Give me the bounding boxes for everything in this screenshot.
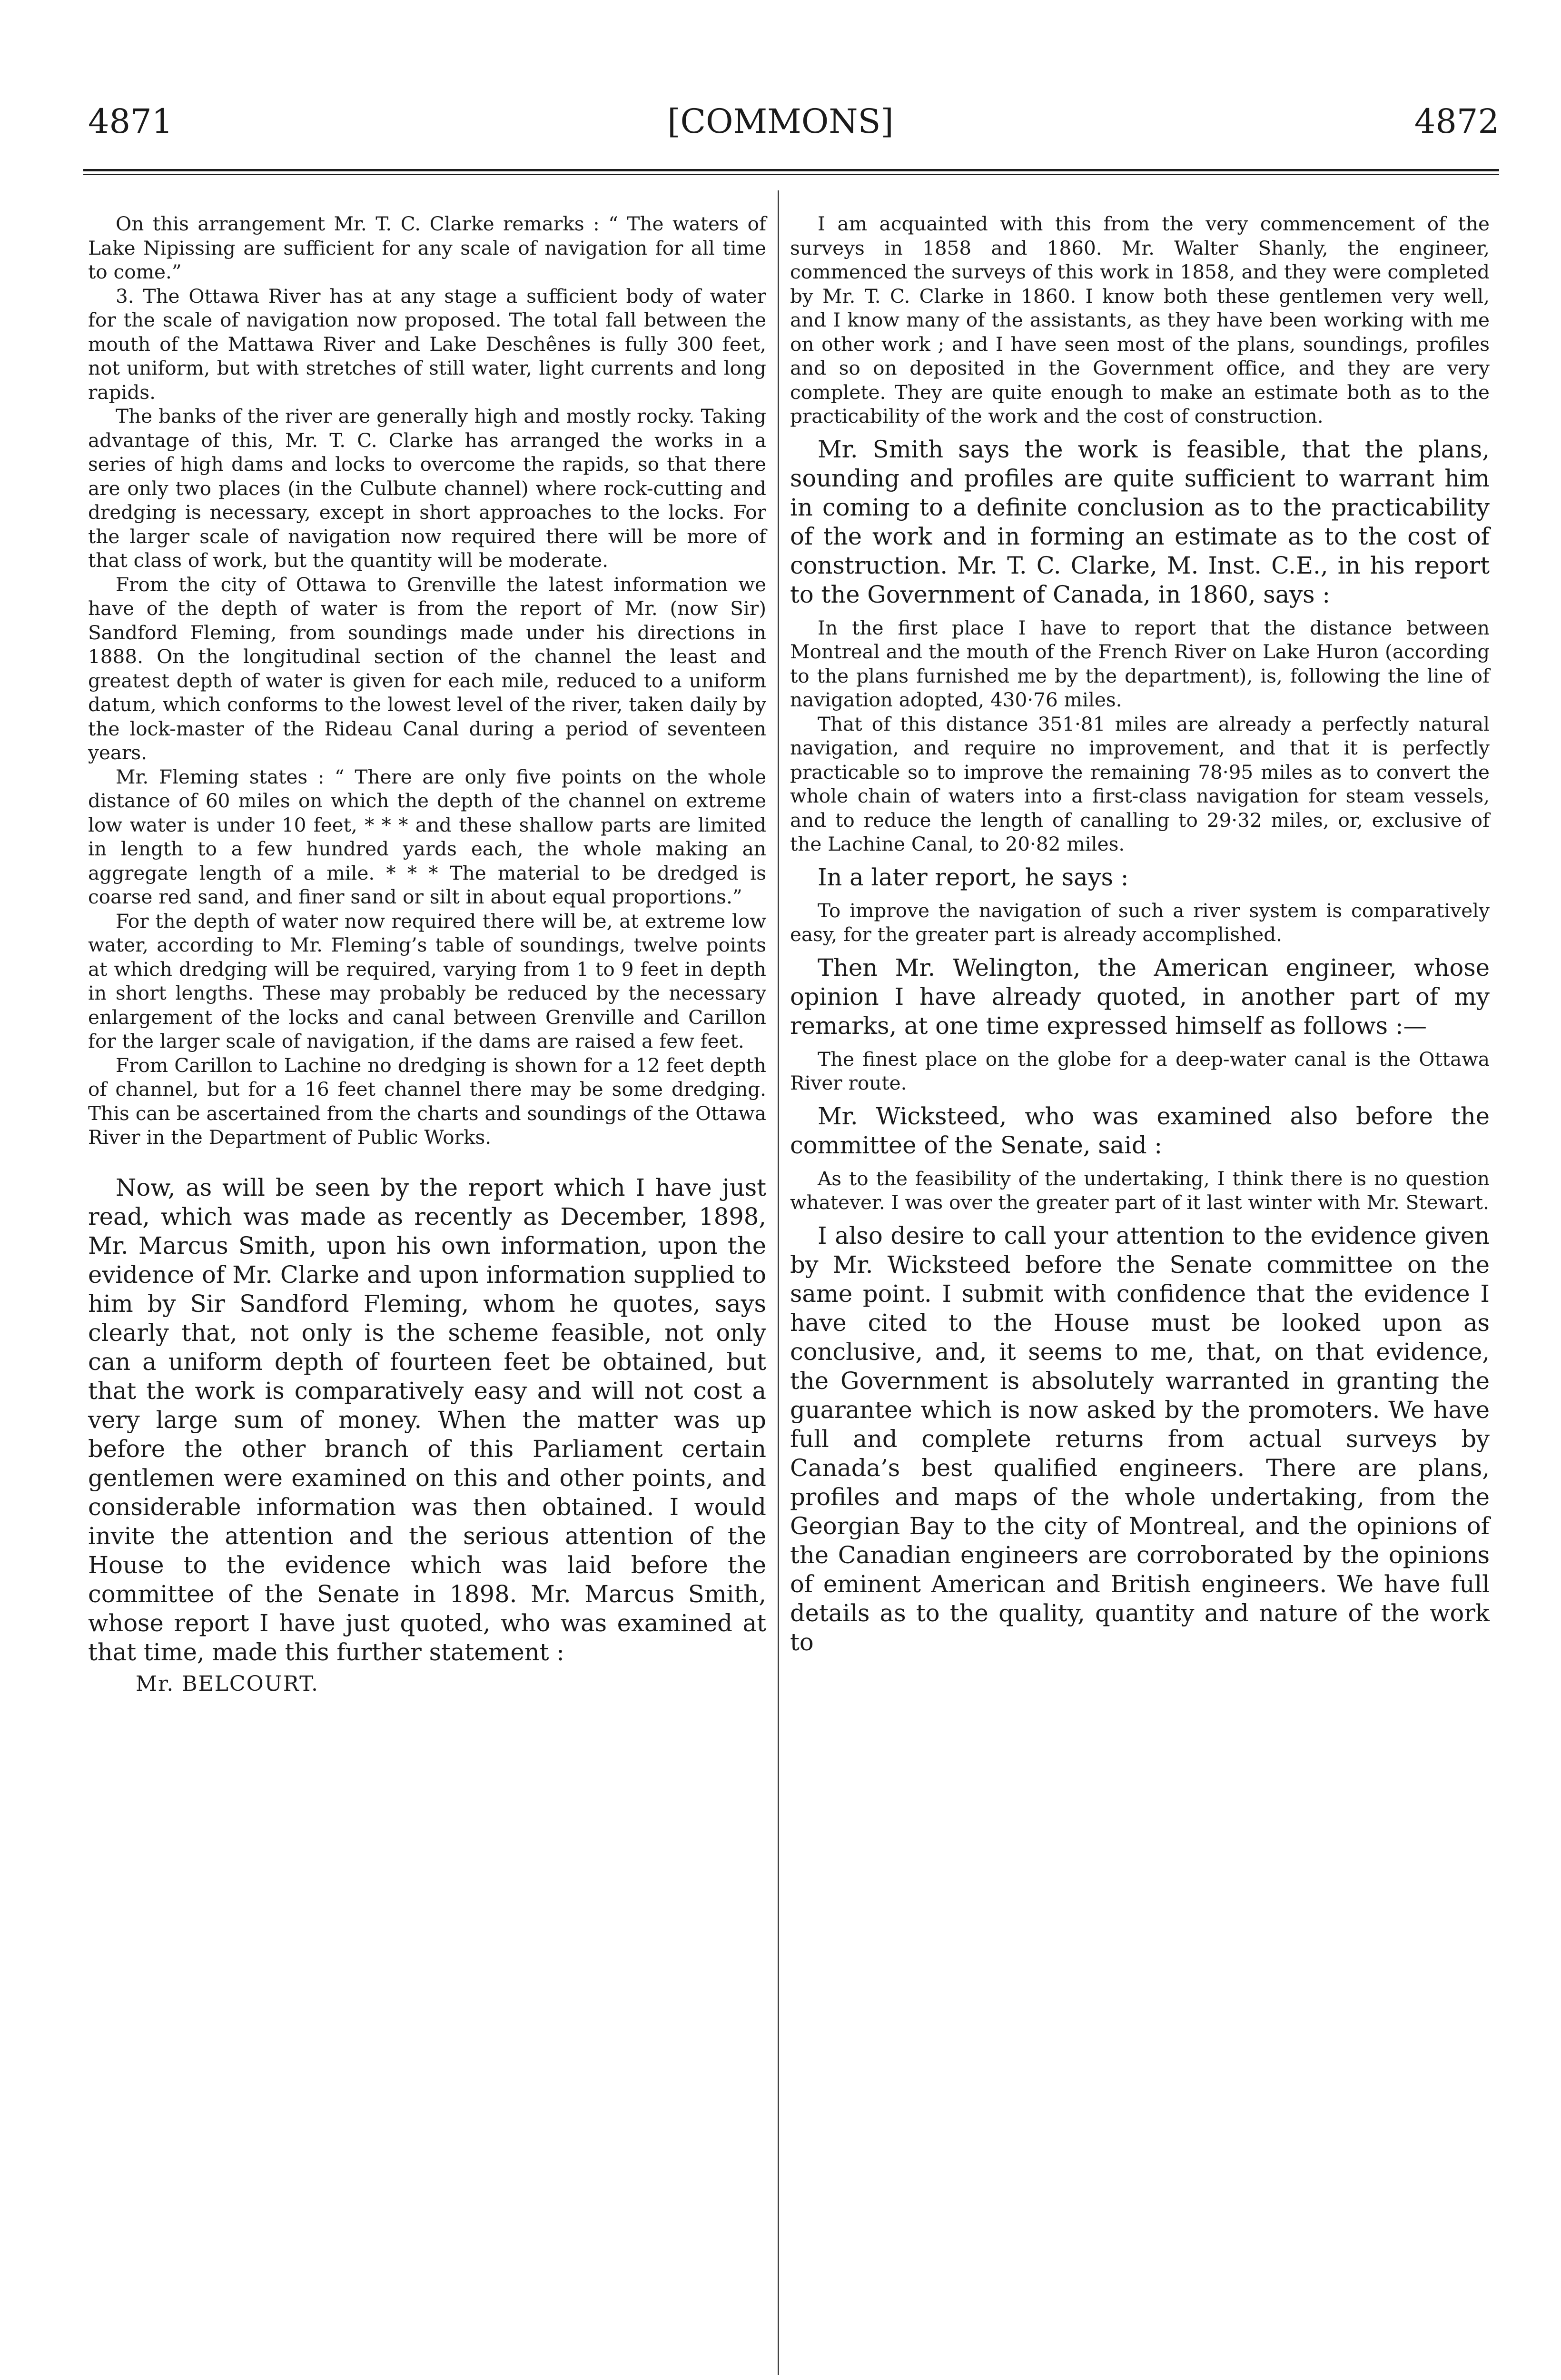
paragraph: From Carillon to Lachine no dredging is shown for a 12 feet depth of channel, but for a 16 feet channel there may be some dredging. This can be ascertained from the charts and soundings of the Ottawa River in the Department of Public Works.: [88, 1053, 766, 1149]
quotation: To improve the navigation of such a river system is comparatively easy, for the greater part is already accomplished.: [790, 899, 1490, 946]
left-column: [88, 212, 766, 1698]
paragraph: 3. The Ottawa River has at any stage a sufficient body of water for the scale of navigation now proposed. The total fall between the mouth of the Mattawa River and Lake Deschênes is fully 300 feet, not uniform, but with stretches of still water, light currents and long rapids.: [88, 284, 766, 404]
quotation: The finest place on the globe for a deep-water canal is the Ottawa River route.: [790, 1047, 1490, 1094]
page-number-right: 4872: [1414, 102, 1499, 141]
header-rule-thick: [83, 169, 1499, 171]
page-header: [0, 86, 1561, 157]
paragraph: In a later report, he says :: [818, 863, 1129, 891]
paragraph: The banks of the river are generally high and mostly rocky. Taking advantage of this, Mr. T. C. Clarke has arranged the works in a series of high dams and locks to overcome the rapids, so that there are only two places (in the Culbute channel) where rock-cutting and dredging is necessary, except in short approaches to the locks. For the larger scale of navigation now required there will be more of that class of work, but the quantity will be moderate.: [88, 405, 766, 572]
quotation: As to the feasibility of the undertaking, I think there is no question whatever. I was over the greater part of it last winter with Mr. Stewart.: [790, 1167, 1490, 1214]
paragraph: Mr. Wicksteed, who was examined also before the committee of the Senate, said :: [790, 1102, 1490, 1159]
speaker-name: Mr. BELCOURT.: [136, 1671, 319, 1696]
quotation: In the first place I have to report that the distance between Montreal and the mouth of the French River on Lake Huron (according to the plans furnished me by the department), is, following the line of navigation adopted, 430·76 miles.: [790, 616, 1490, 711]
quotation: I am acquainted with this from the very commencement of the surveys in 1858 and 1860. Mr. Walter Shanly, the engineer, commenced the surveys of this work in 1858, and they were completed by Mr. T. C. Clarke in 1860. I know both these gentlemen very well, and I know many of the assistants, as they have been working with me on other work ; and I have seen most of the plans, soundings, profiles and so on deposited in the Government office, and they are very complete. They are quite enough to make an estimate both as to the practicability of the work and the cost of construction.: [790, 212, 1490, 427]
paragraph: Mr. Fleming states : “ There are only five points on the whole distance of 60 miles on which the depth of the channel on extreme low water is under 10 feet, * * * and these shallow parts are limited in length to a few hundred yards each, the whole making an aggregate length of a mile. * * * The material to be dredged is coarse red sand, and finer sand or silt in about equal proportions.”: [88, 765, 766, 908]
running-title: [COMMONS]: [667, 102, 894, 141]
paragraph: On this arrangement Mr. T. C. Clarke remarks : “ The waters of Lake Nipissing are sufficient for any scale of navigation for all time to come.”: [88, 212, 766, 283]
paragraph: For the depth of water now required there will be, at extreme low water, according to Mr. Fleming’s table of soundings, twelve points at which dredging will be required, varying from 1 to 9 feet in depth in short lengths. These may probably be reduced by the necessary enlargement of the locks and canal between Grenville and Carillon for the larger scale of navigation, if the dams are raised a few feet.: [88, 909, 766, 1052]
header-rule-thin: [83, 174, 1499, 175]
right-column: [790, 212, 1490, 1657]
page-number-left: 4871: [88, 102, 173, 141]
quotation: That of this distance 351·81 miles are already a perfectly natural navigation, and require no improvement, and that it is perfectly practicable so to improve the remaining 78·95 miles as to convert the whole chain of waters into a first-class navigation for steam vessels, and to reduce the length of canalling to 29·32 miles, or, exclusive of the Lachine Canal, to 20·82 miles.: [790, 712, 1490, 855]
paragraph: I also desire to call your attention to the evidence given by Mr. Wicksteed before the Senate committee on the same point. I submit with confidence that the evidence I have cited to the House must be looked upon as conclusive, and, it seems to me, that, on that evidence, the Government is absolutely warranted in granting the guarantee which is now asked by the promoters. We have full and complete returns from actual surveys by Canada’s best qualified engineers. There are plans, profiles and maps of the whole undertaking, from the Georgian Bay to the city of Montreal, and the opinions of the Canadian engineers are corroborated by the opinions of eminent American and British engineers. We have full details as to the quality, quantity and nature of the work to: [790, 1221, 1490, 1656]
column-divider: [778, 190, 779, 2375]
paragraph: From the city of Ottawa to Grenville the latest information we have of the depth of water is from the report of Mr. (now Sir) Sandford Fleming, from soundings made under his directions in 1888. On the longitudinal section of the channel the least and greatest depth of water is given for each mile, reduced to a uniform datum, which conforms to the lowest level of the river, taken daily by the lock-master of the Rideau Canal during a period of seventeen years.: [88, 573, 766, 764]
paragraph: Then Mr. Welington, the American engineer, whose opinion I have already quoted, in another part of my remarks, at one time expressed himself as follows :—: [790, 953, 1490, 1040]
paragraph: Now, as will be seen by the report which I have just read, which was made as recently as December, 1898, Mr. Marcus Smith, upon his own information, upon the evidence of Mr. Clarke and upon information supplied to him by Sir Sandford Fleming, whom he quotes, says clearly that, not only is the scheme feasible, not only can a uniform depth of fourteen feet be obtained, but that the work is comparatively easy and will not cost a very large sum of money. When the matter was up before the other branch of this Parliament certain gentlemen were examined on this and other points, and considerable information was then obtained. I would invite the attention and the serious attention of the House to the evidence which was laid before the committee of the Senate in 1898. Mr. Marcus Smith, whose report I have just quoted, who was examined at that time, made this further statement :: [88, 1173, 766, 1666]
paragraph: Mr. Smith says the work is feasible, that the plans, sounding and profiles are quite sufficient to warrant him in coming to a definite conclusion as to the practicability of the work and in forming an estimate as to the cost of construction. Mr. T. C. Clarke, M. Inst. C.E., in his report to the Government of Canada, in 1860, says :: [790, 435, 1490, 608]
